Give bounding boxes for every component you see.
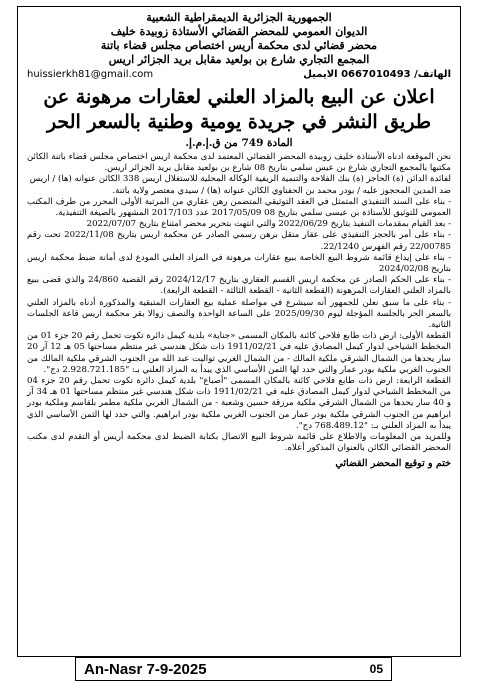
paragraph: - بعد القيام بمقدمات التنفيذ بتاريخ 2022/06/29 والتي انتهت بتحرير محضر امتناع بتاريخ 2022/07/07 [86, 219, 451, 230]
signature-line: ختم و توقيع المحضر القضائي [335, 458, 451, 470]
paragraph: نحن الموقعة ادناه الأستاذة خليف زوبيدة المحضر القضائي المعتمد لدى محكمة اريس اختصاص مجلس قضاء باتنة الكائن مكتبها بالمجمع التجاري شارع بن عيس سلمي بتاريخ 08 شارع بن بولعيد مقابل بريد الجزائر اريس. [27, 152, 451, 174]
email-address: huissierkh81@gmail.com [27, 69, 154, 80]
paragraph: وللمزيد من المعلومات والاطلاع على قائمة شروط البيع الاتصال بكتابة الضبط لدى محكمة أريس أو التقدم لدى مكتب المحضر القضائي الكائن بالعنوان المذكور أعلاه. [27, 432, 451, 454]
paragraph: - بناء على إيداع قائمة شروط البيع الخاصة ببيع عقارات مرهونة في المزاد العلني المودع لدى أمانة ضبط محكمة اريس بتاريخ 2024/02/08 [27, 252, 451, 275]
publication-date: An-Nasr 7-9-2025 [84, 660, 207, 678]
paragraph: - بناء على ما سبق نعلن للجمهور أنه سيشرع في مواصلة عملية بيع العقارات المتبقية والمذكورة أدناه بالمزاد العلني بالسعر الحر بالجلسة المؤجلة ليوم 2025/09/30 على الساعة الواحدة والنصف زوالا بقر محكمة اريس قاعة الجلسات الثانية. [27, 297, 451, 331]
notice-title: اعلان عن البيع بالمزاد العلني لعقارات مرهونة عن طريق النشر في جريدة يومية وطنية بالسعر الحر [43, 86, 435, 133]
notice-body [27, 152, 451, 454]
publication-footer [75, 657, 392, 681]
phone-label: الهاتف/ 0667010493 الايميل [303, 69, 451, 80]
notice-header [27, 11, 451, 67]
paragraph: القطعة الأولى: ارض ذات طابع فلاحي كائنة بالمكان المسمى «جناية» بلدية كيمل دائرة تكوت تحمل رقم 20 جزء 01 من المخطط الشياحي لدوار كيمل المصادق عليه في 1911/02/21 ذات شكل هندسي غير منتظم مساحتها 05 هـ 12 آر 20 سار يحدها من الشمال الشرقي ملكية المالك - من الشمال الغربي تواليت عبد الله من الجنوب الشرقي ملكية المالك من الجنوب الغربي ملكية بودر عمار والتي حدد لها الثمن الأساسي الذي يبدأ به المزاد العلني بـ: "2.928.721.185 دج". [27, 331, 451, 375]
paragraph: - بناء على السند التنفيذي المتمثل في العقد التوثيقي المتضمن رهن عقاري من المرتبة الأولى المحرر من طرف المكتب العمومي للتوثيق للأستاذة بن عيسى سلمي بتاريخ 08 2017/05/09 عدد 2017/103 المشهور بالصيغة التنفيذية. [27, 196, 451, 219]
paragraph: ضد المدين المحجوز عليه / بودر محمد بن الحفناوي الكائن عنوانه (ها) / سيدي معتصر ولاية باتنة. [112, 185, 451, 196]
paragraph: القطعة الرابعة: ارض ذات طابع فلاحي كائنة بالمكان المسمى "أصباع" بلدية كيمل دائرة تكوت تحمل رقم 20 جزء 04 من المخطط الشياحي لدوار كيمل المصادق عليه في 1911/02/21 ذات شكل هندسي غير منتظم مساحتها 01 هـ 34 آر و 40 سار يحدها من الشمال الشرقي ملكية مرزقة حسين وشعبة - من الشمال الغربي ملكية مطمر بلقاسم وملكية بودر ابراهيم من الجنوب الشرقي ملكية بودر عمار من الجنوب الغربي ملكية بودر ابراهيم. والتي حدد لها الثمن الأساسي الذي يبدأ به المزاد العلني بـ: "768.489.12 دج". [27, 376, 451, 431]
contact-row [27, 68, 451, 81]
paragraph: - بناء على الحكم الصادر عن محكمة اريس القسم العقاري بتاريخ 2024/12/17 رقم القضية 24/860 والذي قضى ببيع بالمزاد العلني العقارات المرهونة (القطعة الثانية - القطعة الثالثة - القطعة الرابعة). [27, 275, 451, 297]
header-address: المجمع التجاري شارع بن بولعيد مقابل بريد الجزائر اريس [108, 53, 370, 66]
paragraph: لفائدة الدائن (ة) الحاجز (ة) بنك الفلاحة والتنمية الريفية الوكالة المحلية للاستغلال اريس 338 الكائن عنوانه (ها) / اريس [29, 174, 451, 185]
paragraph: - بناء على أمر بالحجز التنفيذي على عقار متقل برهن رسمي الصادر عن محكمة اريس بتاريخ 2022/11/08 تحت رقم 22/00785 رقم الفهرس 22/1240. [27, 230, 451, 252]
header-court: محضر قضائي لدى محكمة أريس اختصاص مجلس قضاء باتنة [100, 39, 378, 52]
legal-notice [17, 6, 461, 657]
article-reference: المادة 749 من ق.إ.م.إ. [185, 137, 293, 149]
header-republic: الجمهورية الجزائرية الديمقراطية الشعبية [146, 11, 332, 24]
page-number: 05 [369, 662, 383, 676]
header-office: الديوان العمومي للمحضر القضائي الأستاذة زوبيدة خليف [110, 25, 368, 38]
